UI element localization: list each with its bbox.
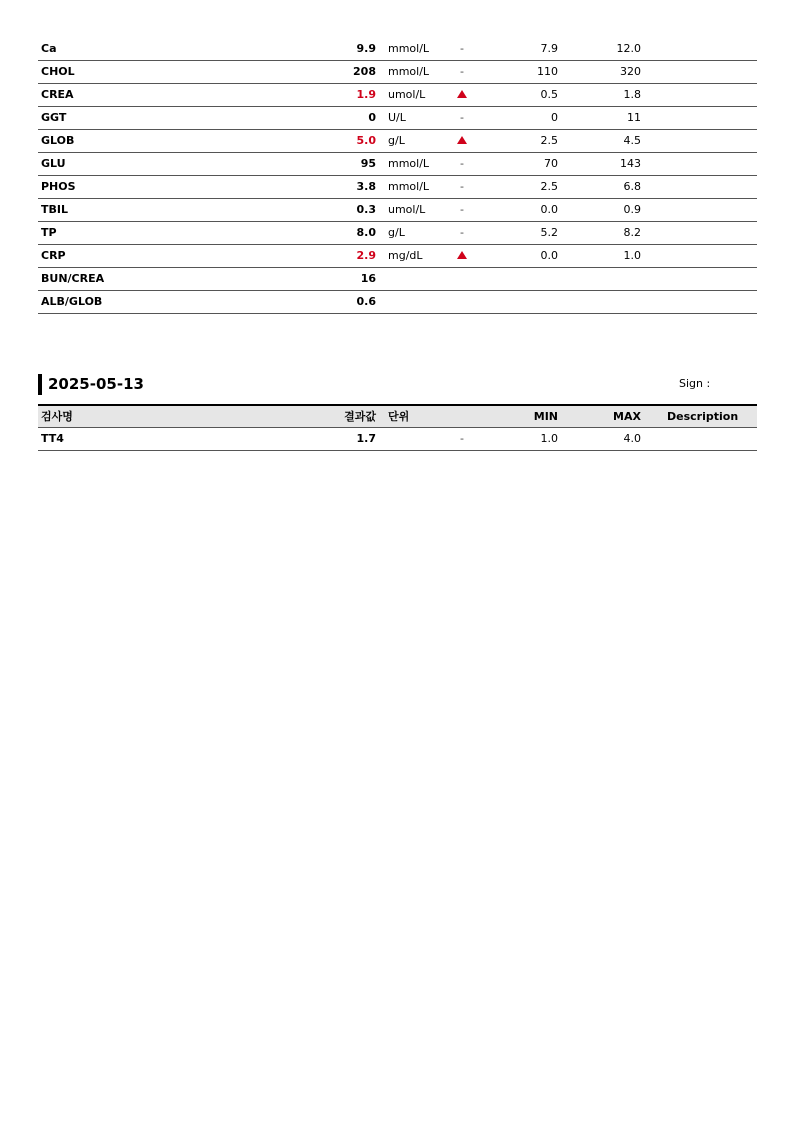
unit: g/L [388, 226, 405, 239]
unit: mg/dL [388, 249, 423, 262]
test-name: TBIL [41, 203, 68, 216]
up-triangle-icon [457, 90, 467, 98]
sign-label: Sign : [679, 377, 711, 390]
min-value: 5.2 [540, 226, 558, 239]
table-row [38, 428, 757, 451]
test-name: BUN/CREA [41, 272, 105, 285]
table-row [38, 38, 757, 61]
unit: umol/L [388, 203, 426, 216]
result-value: 0.3 [356, 203, 376, 216]
result-value: 9.9 [356, 42, 376, 55]
flag-dash: - [460, 157, 464, 170]
unit: umol/L [388, 88, 426, 101]
table-row [38, 61, 757, 84]
result-value: 3.8 [356, 180, 376, 193]
table-row [38, 84, 757, 107]
table-row [38, 222, 757, 245]
test-name: GGT [41, 111, 67, 124]
flag-dash: - [460, 65, 464, 78]
result-value: 1.7 [356, 432, 376, 445]
header-value: 결과값 [344, 410, 376, 423]
section2-table [38, 404, 757, 451]
table-row [38, 199, 757, 222]
max-value: 320 [620, 65, 641, 78]
flag-dash: - [460, 203, 464, 216]
header-min: MIN [533, 410, 558, 423]
result-value: 208 [353, 65, 376, 78]
max-value: 12.0 [616, 42, 641, 55]
up-triangle-icon [457, 136, 467, 144]
min-value: 0.0 [540, 203, 558, 216]
test-name: Ca [41, 42, 57, 55]
result-value: 2.9 [356, 249, 376, 262]
header-description: Description [667, 410, 739, 423]
result-value: 0 [368, 111, 376, 124]
result-value: 1.9 [356, 88, 376, 101]
test-name: TT4 [41, 432, 64, 445]
section-date-title [38, 374, 144, 395]
header-max: MAX [613, 410, 641, 423]
max-value: 1.0 [623, 249, 641, 262]
flag-dash: - [460, 111, 464, 124]
up-triangle-icon [457, 251, 467, 259]
min-value: 70 [544, 157, 558, 170]
max-value: 1.8 [623, 88, 641, 101]
max-value: 6.8 [623, 180, 641, 193]
min-value: 2.5 [540, 134, 558, 147]
result-value: 0.6 [356, 295, 376, 308]
result-value: 5.0 [356, 134, 376, 147]
header-unit: 단위 [388, 410, 410, 423]
unit: U/L [388, 111, 406, 124]
test-name: CRP [41, 249, 66, 262]
table-row [38, 153, 757, 176]
table-row [38, 291, 757, 314]
unit: mmol/L [388, 65, 430, 78]
flag-dash: - [460, 432, 464, 445]
min-value: 0 [551, 111, 558, 124]
max-value: 4.5 [623, 134, 641, 147]
unit: g/L [388, 134, 405, 147]
unit: mmol/L [388, 42, 430, 55]
table-row [38, 268, 757, 291]
section-date: 2025-05-13 [48, 375, 144, 393]
test-name: CHOL [41, 65, 75, 78]
table-row [38, 130, 757, 153]
min-value: 0.5 [540, 88, 558, 101]
min-value: 1.0 [540, 432, 558, 445]
result-value: 16 [360, 272, 376, 285]
flag-dash: - [460, 226, 464, 239]
results-table [38, 38, 757, 314]
test-name: TP [41, 226, 57, 239]
test-name: CREA [41, 88, 74, 101]
min-value: 7.9 [540, 42, 558, 55]
table-header-row [38, 404, 757, 428]
flag-dash: - [460, 180, 464, 193]
up-triangle-icon [456, 84, 468, 106]
flag-dash: - [460, 42, 464, 55]
min-value: 2.5 [540, 180, 558, 193]
min-value: 110 [537, 65, 558, 78]
max-value: 0.9 [623, 203, 641, 216]
test-name: PHOS [41, 180, 76, 193]
test-name: GLU [41, 157, 66, 170]
max-value: 143 [620, 157, 641, 170]
max-value: 4.0 [623, 432, 641, 445]
max-value: 8.2 [623, 226, 641, 239]
max-value: 11 [627, 111, 641, 124]
unit: mmol/L [388, 180, 430, 193]
header-name: 검사명 [41, 410, 73, 423]
result-value: 8.0 [356, 226, 376, 239]
result-value: 95 [360, 157, 376, 170]
unit: mmol/L [388, 157, 430, 170]
test-name: GLOB [41, 134, 75, 147]
up-triangle-icon [456, 245, 468, 267]
table-row [38, 176, 757, 199]
test-name: ALB/GLOB [41, 295, 103, 308]
min-value: 0.0 [540, 249, 558, 262]
table-row [38, 107, 757, 130]
table-row [38, 245, 757, 268]
up-triangle-icon [456, 130, 468, 152]
